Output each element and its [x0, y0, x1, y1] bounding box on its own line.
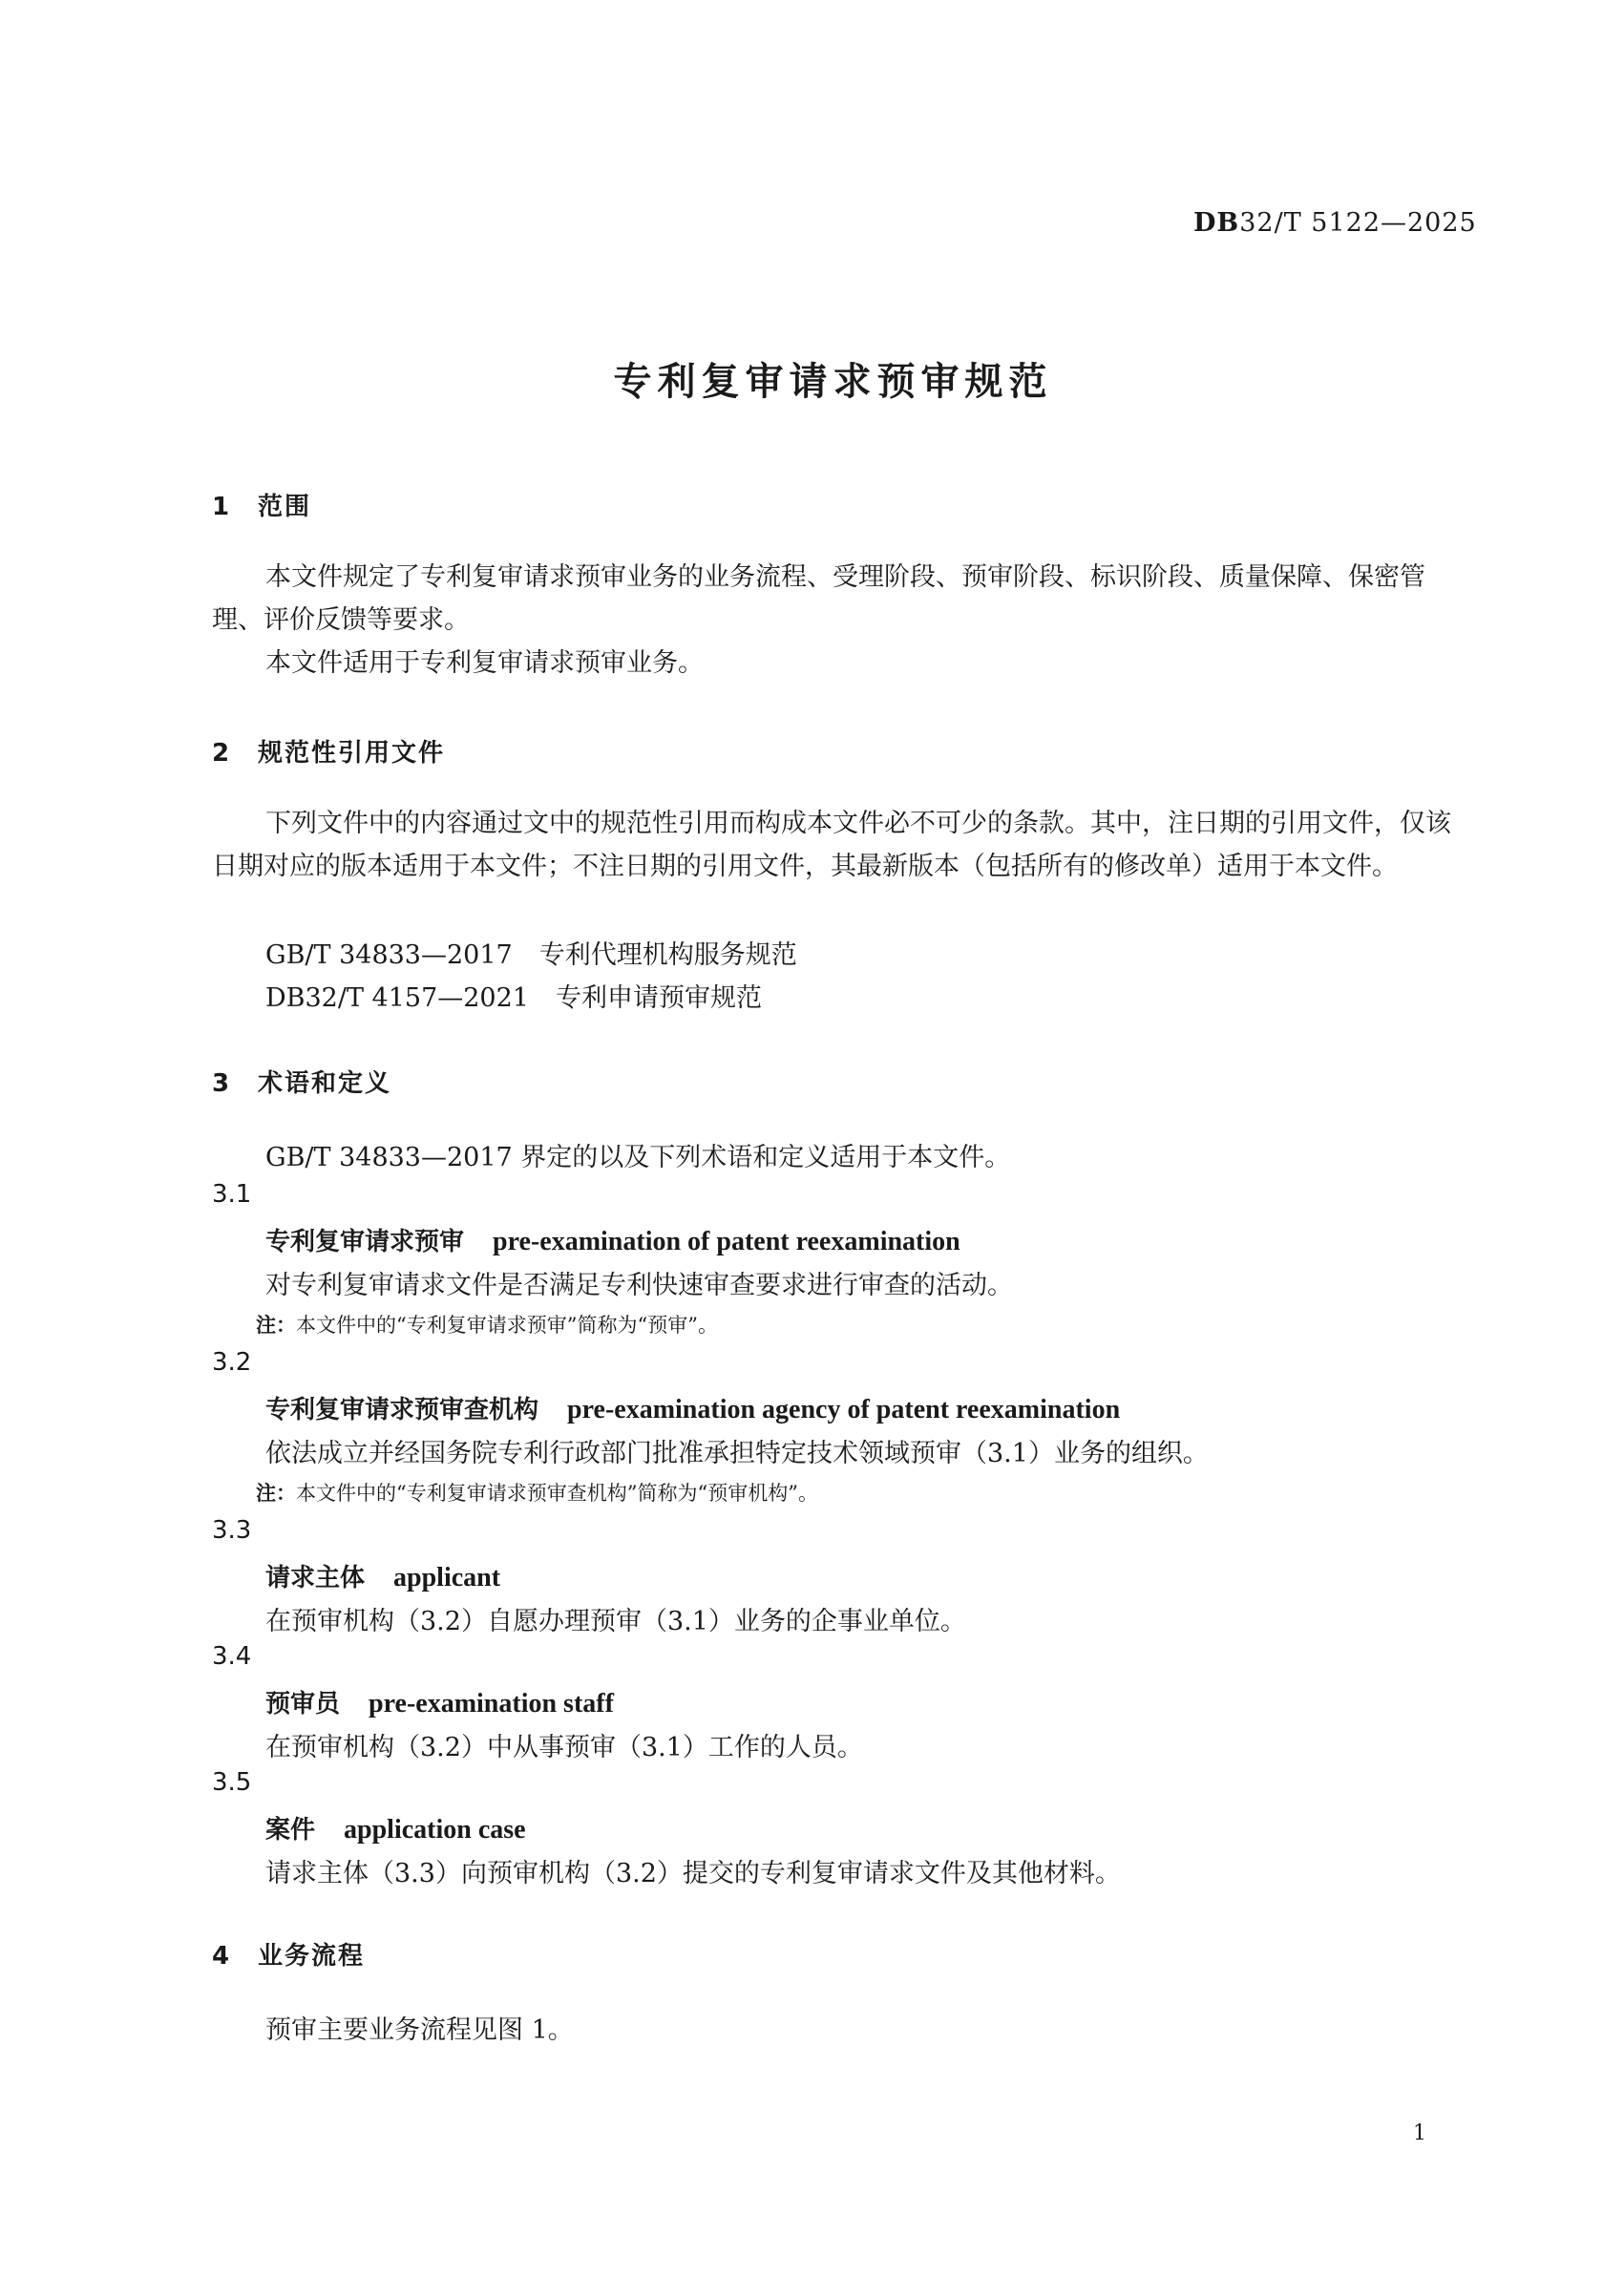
term-definition: 请求主体（3.3）向预审机构（3.2）提交的专利复审请求文件及其他材料。 — [265, 1859, 1121, 1888]
term-definition: 在预审机构（3.2）中从事预审（3.1）工作的人员。 — [265, 1733, 863, 1762]
clause-number: 3.1 — [212, 1180, 252, 1209]
clause-number: 3.3 — [212, 1516, 252, 1545]
term-entry: 预审员 pre-examination staff — [265, 1689, 614, 1719]
term-definition: 依法成立并经国务院专利行政部门批准承担特定技术领域预审（3.1）业务的组织。 — [265, 1439, 1209, 1468]
section-heading-1: 1 范围 — [212, 493, 312, 521]
page-number: 1 — [1413, 2121, 1426, 2145]
section-1-para-1: 本文件规定了专利复审请求预审业务的业务流程、受理阶段、预审阶段、标识阶段、质量保障、保密管理、评价反馈等要求。 — [212, 562, 1425, 635]
section-4-para-1: 预审主要业务流程见图 1。 — [265, 2015, 574, 2045]
term-definition: 在预审机构（3.2）自愿办理预审（3.1）业务的企事业单位。 — [265, 1607, 966, 1636]
document-id: DB32/T 5122—2025 — [1193, 208, 1477, 238]
section-heading-2: 2 规范性引用文件 — [212, 739, 446, 768]
term-definition: 对专利复审请求文件是否满足专利快速审查要求进行审查的活动。 — [265, 1271, 1013, 1300]
term-entry: 请求主体 applicant — [265, 1563, 501, 1592]
term-note: 注：本文件中的“专利复审请求预审查机构”简称为“预审机构”。 — [256, 1482, 818, 1505]
reference-2: DB32/T 4157—2021 专利申请预审规范 — [265, 983, 762, 1013]
section-3-intro: GB/T 34833—2017 界定的以及下列术语和定义适用于本文件。 — [265, 1143, 1011, 1172]
page-title: 专利复审请求预审规范 — [613, 360, 1053, 404]
term-entry: 专利复审请求预审 pre-examination of patent reexamination — [265, 1227, 960, 1256]
term-note: 注：本文件中的“专利复审请求预审”简称为“预审”。 — [256, 1314, 718, 1337]
section-heading-3: 3 术语和定义 — [212, 1069, 392, 1098]
term-entry: 案件 application case — [265, 1815, 526, 1845]
clause-number: 3.2 — [212, 1348, 252, 1377]
section-heading-4: 4 业务流程 — [212, 1942, 366, 1971]
section-2-para-1: 下列文件中的内容通过文中的规范性引用而构成本文件必不可少的条款。其中，注日期的引用文件，仅该日期对应的版本适用于本文件；不注日期的引用文件，其最新版本（包括所有的修改单）适用于本文件。 — [212, 809, 1451, 881]
clause-number: 3.5 — [212, 1768, 252, 1797]
section-1-para-2: 本文件适用于专利复审请求预审业务。 — [265, 648, 704, 678]
term-entry: 专利复审请求预审查机构 pre-examination agency of patent reexamination — [265, 1395, 1121, 1424]
reference-1: GB/T 34833—2017 专利代理机构服务规范 — [265, 940, 797, 970]
clause-number: 3.4 — [212, 1642, 252, 1671]
